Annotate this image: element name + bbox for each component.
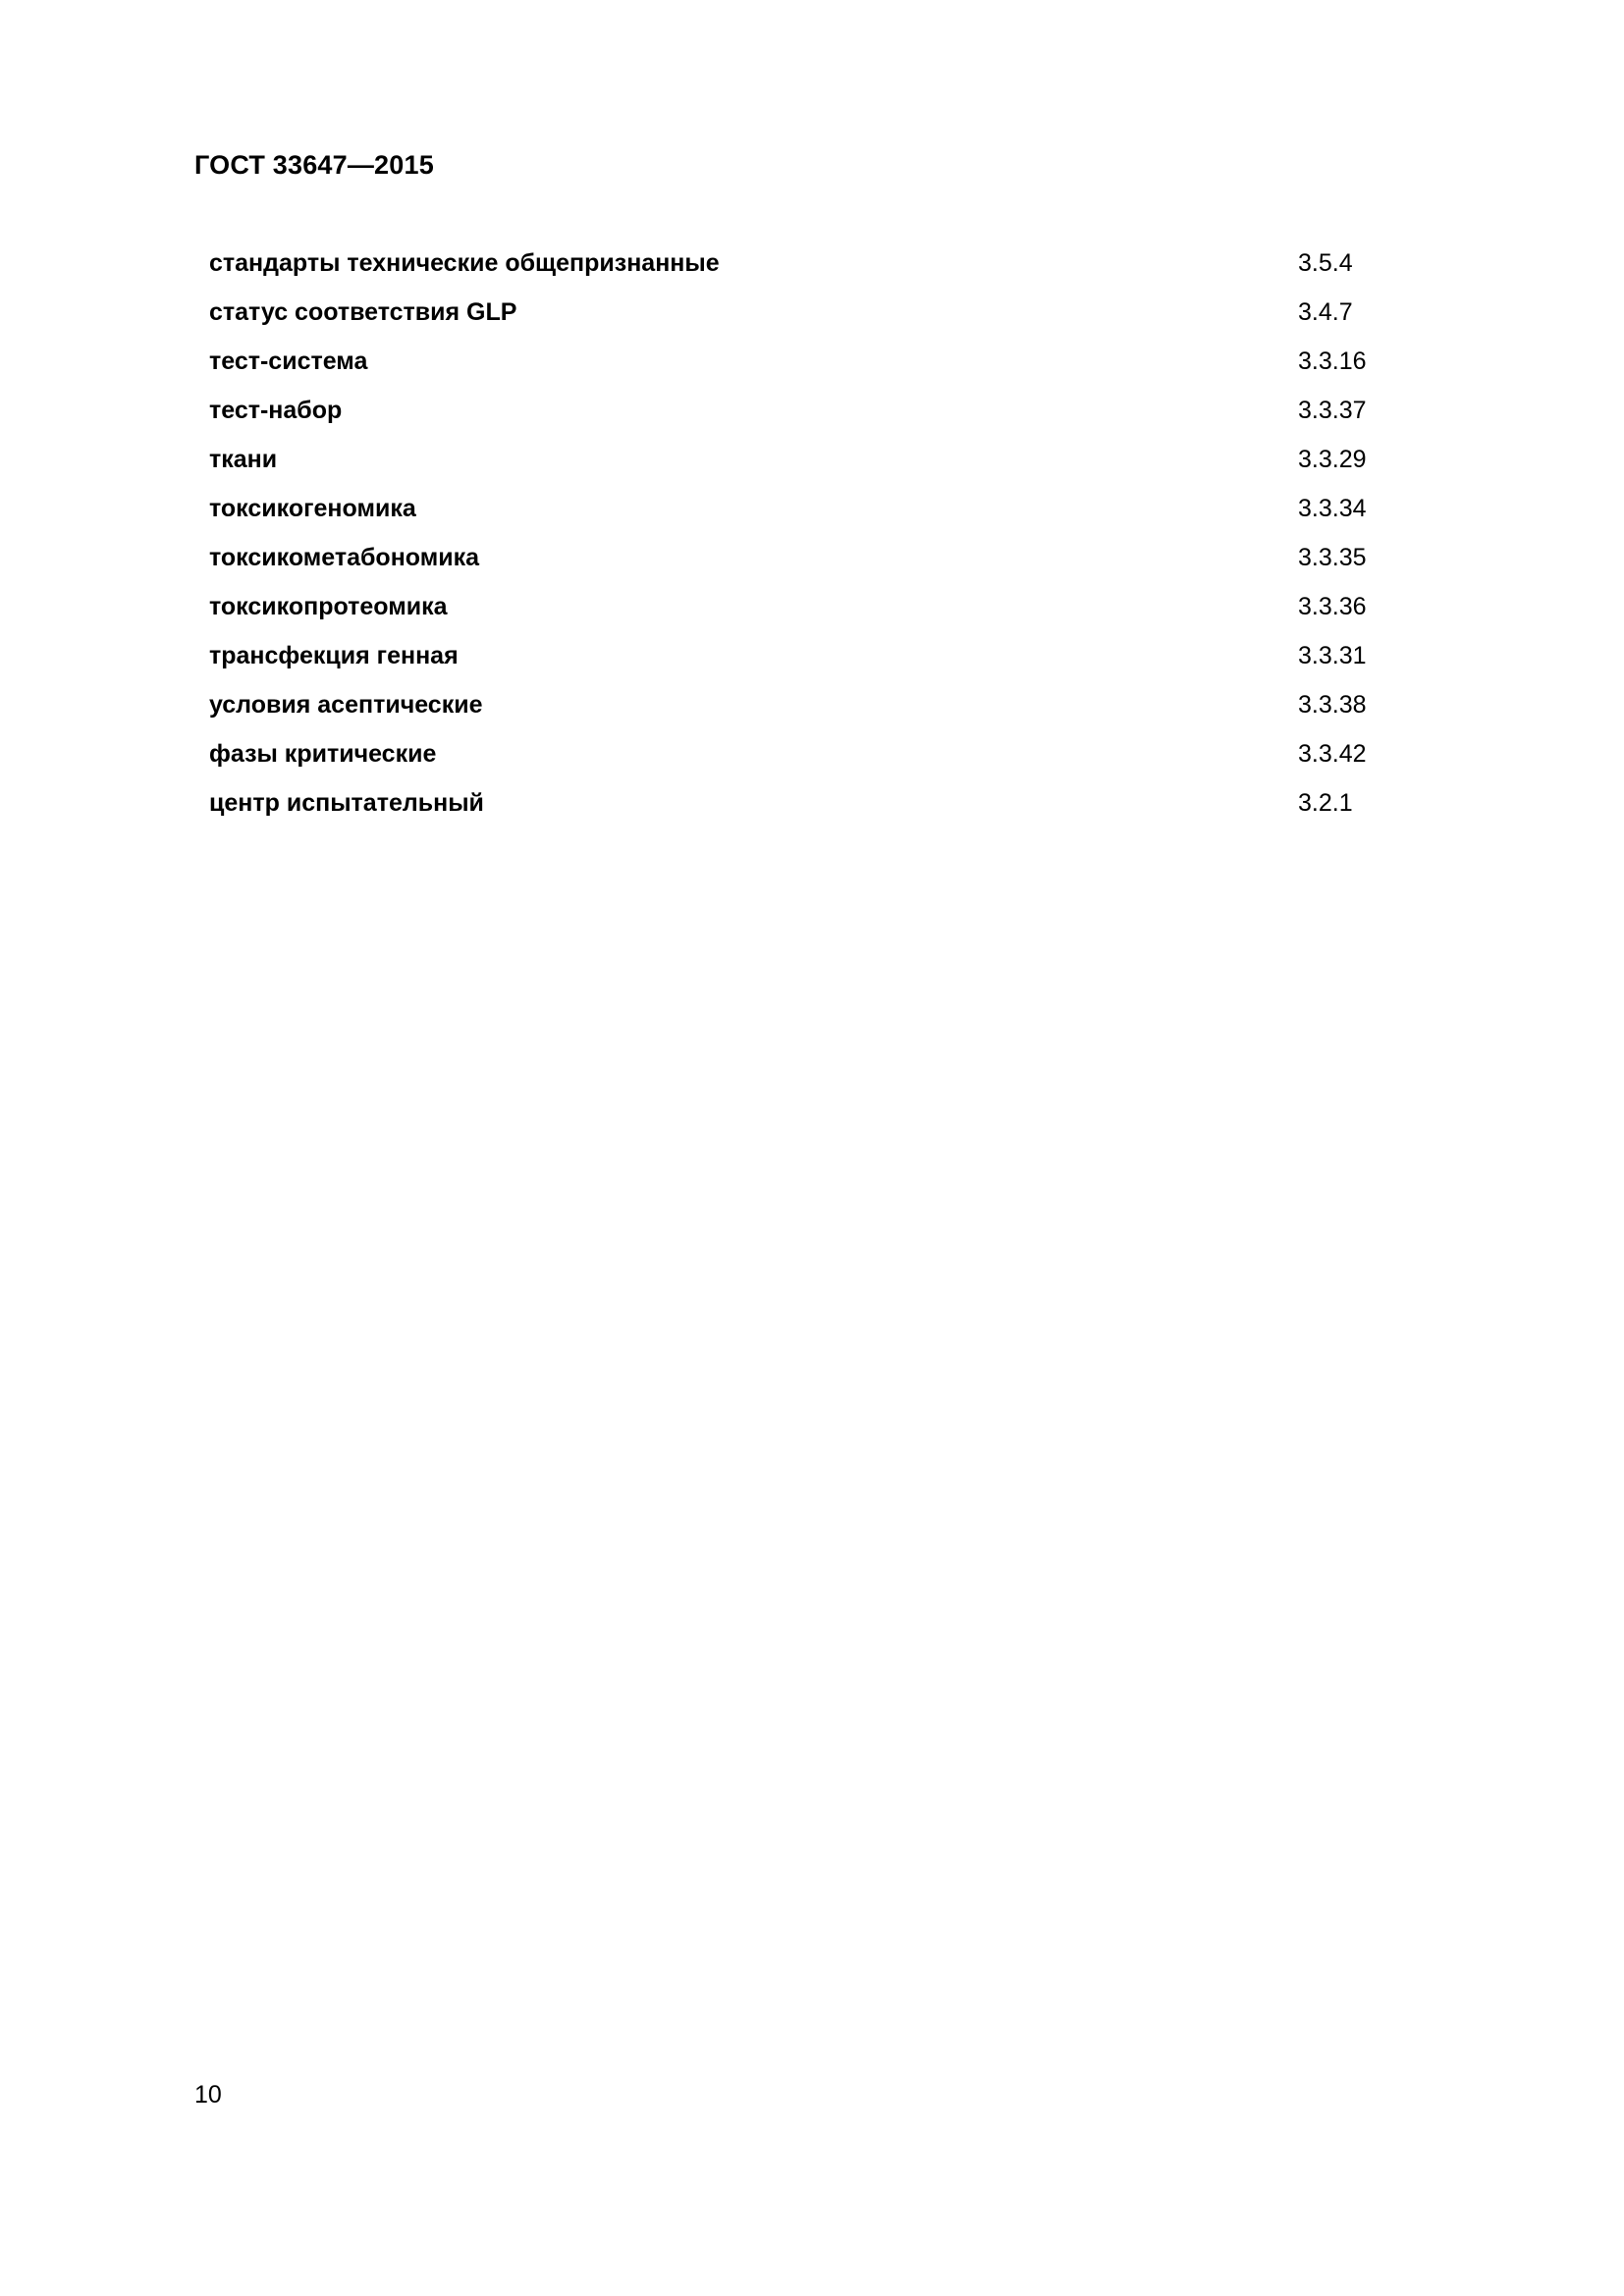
table-row: [209, 778, 1387, 828]
term-cell: токсикогеномика: [209, 495, 416, 522]
term-cell: тест-набор: [209, 397, 343, 424]
reference-cell: 3.2.1: [1298, 789, 1353, 817]
term-index-table: [209, 239, 1387, 828]
table-row: [209, 729, 1387, 778]
reference-cell: 3.3.42: [1298, 740, 1367, 768]
term-cell: фазы критические: [209, 740, 437, 768]
term-cell: статус соответствия GLP: [209, 298, 517, 326]
table-row: [209, 337, 1387, 386]
reference-cell: 3.3.34: [1298, 495, 1367, 522]
reference-cell: 3.3.38: [1298, 691, 1367, 719]
table-row: [209, 386, 1387, 435]
page-number: 10: [194, 2081, 222, 2109]
table-row: [209, 288, 1387, 337]
term-cell: токсикометабономика: [209, 544, 480, 571]
term-cell: условия асептические: [209, 691, 483, 719]
term-cell: трансфекция генная: [209, 642, 459, 669]
reference-cell: 3.5.4: [1298, 249, 1353, 277]
reference-cell: 3.3.31: [1298, 642, 1367, 669]
table-row: [209, 484, 1387, 533]
term-cell: стандарты технические общепризнанные: [209, 249, 720, 277]
table-row: [209, 582, 1387, 631]
reference-cell: 3.3.16: [1298, 347, 1367, 375]
reference-cell: 3.3.37: [1298, 397, 1367, 424]
reference-cell: 3.3.29: [1298, 446, 1367, 473]
term-cell: тест-система: [209, 347, 368, 375]
table-row: [209, 435, 1387, 484]
reference-cell: 3.3.35: [1298, 544, 1367, 571]
page-header-standard-code: ГОСТ 33647—2015: [194, 150, 434, 180]
reference-cell: 3.3.36: [1298, 593, 1367, 620]
table-row: [209, 239, 1387, 288]
table-row: [209, 533, 1387, 582]
table-row: [209, 631, 1387, 680]
term-cell: ткани: [209, 446, 278, 473]
term-index-body: [209, 239, 1387, 828]
reference-cell: 3.4.7: [1298, 298, 1353, 326]
table-row: [209, 680, 1387, 729]
term-cell: центр испытательный: [209, 789, 484, 817]
term-cell: токсикопротеомика: [209, 593, 448, 620]
